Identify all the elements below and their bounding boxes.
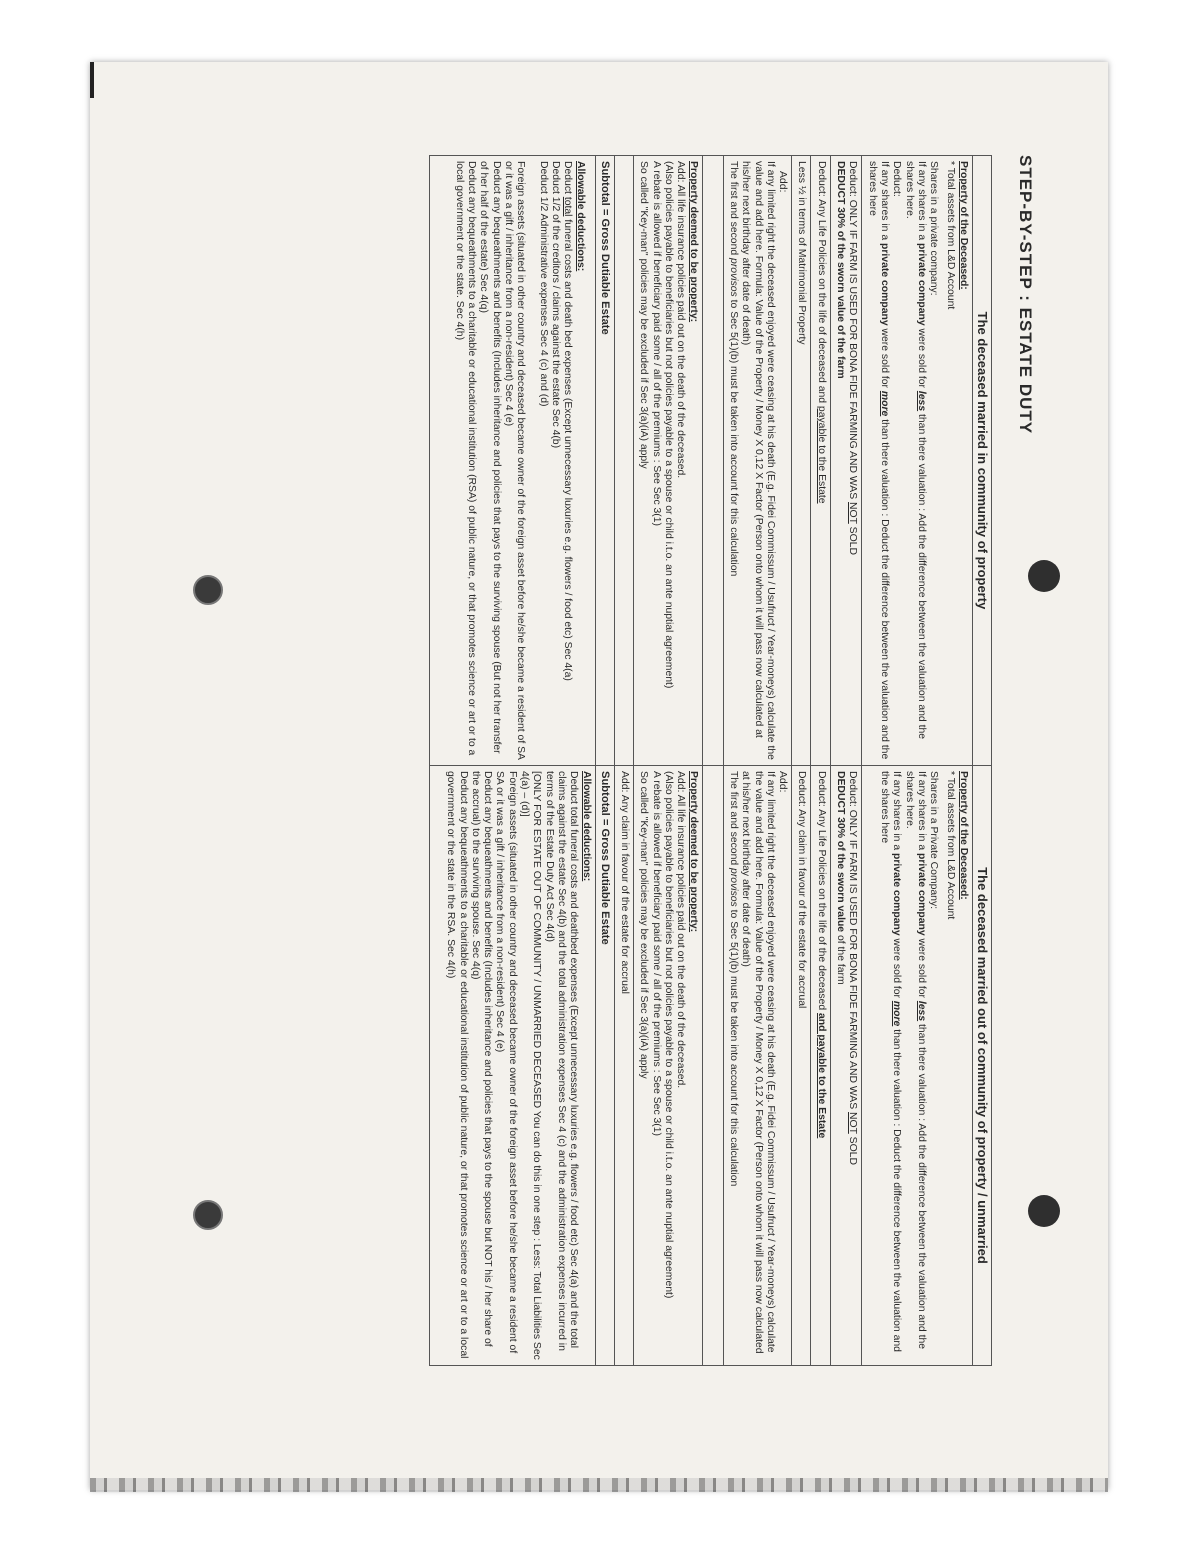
cell-right-life	[811, 766, 830, 1366]
scan-margin-left	[0, 0, 90, 1553]
text: than there valuation : Add the difference between the valuation and the shares here.	[903, 161, 927, 740]
text: Add: All life insurance policies paid out on the death of the deceased.	[675, 161, 687, 479]
estate-duty-table	[429, 155, 992, 1366]
cell-right-property	[862, 766, 972, 1366]
text: Deduct any bequeathments and benefits (Includes inheritance and policies that pays to the spouse but NOT his / her share of the accrual) to the surviving spouse. Sec 4(q)	[469, 771, 494, 1347]
cell-right-farm	[830, 766, 862, 1366]
document-title: STEP-BY-STEP : ESTATE DUTY	[1016, 155, 1035, 435]
text: were sold for	[878, 328, 890, 388]
scan-margin-top	[90, 0, 1200, 62]
text: NOT	[847, 1112, 859, 1134]
text: So called "Key-man" policies may be excluded if Sec 3(a)(iA) apply	[638, 771, 650, 1079]
text: SOLD	[847, 1136, 859, 1165]
text: funeral costs and death bed expenses (Except unnecessary luxuries e.g. flowers / food etc) Sec 4(a)	[562, 219, 574, 681]
text: less	[915, 390, 927, 412]
cell-right-subtotal: Subtotal = Gross Dutiable Estate	[595, 766, 614, 1366]
heading: Property of the Deceased:	[957, 161, 969, 290]
cell-blank	[614, 156, 633, 766]
text: private company	[915, 243, 927, 326]
punch-hole-bottom-2	[193, 1200, 223, 1230]
cell-left-life	[811, 156, 830, 766]
text: Deduct: Any Life Policies on the life of the deceased	[815, 771, 827, 1011]
text: Add:	[777, 771, 789, 793]
text: were sold for	[915, 328, 927, 388]
row-property-of-deceased	[862, 156, 972, 1366]
text: If any shares in a	[878, 161, 890, 241]
cell-blank	[702, 766, 723, 1366]
rotated-document	[155, 155, 1035, 1485]
punch-hole-top-2	[1028, 1195, 1060, 1227]
text-group	[865, 161, 890, 760]
text: Add: All life insurance policies paid out on the death of the deceased.	[675, 771, 687, 1089]
heading: Property deemed to be property:	[687, 161, 699, 323]
text: than there valuation : Deduct the difference between the valuation and the shares here	[866, 161, 890, 760]
text: Deduct any bequeathments to a charitable or educational institution (RSA) of public nature, or that promotes science or art or to a local government or the state. Sec 4(h)	[453, 161, 478, 756]
cell-left-matrimonial: Less ½ in terms of Matrimonial Property	[792, 156, 811, 766]
cell-left-farm	[830, 156, 862, 766]
text: total	[562, 196, 574, 217]
cell-blank	[702, 156, 723, 766]
cell-right-add-claim: Add: Any claim in favour of the estate for accrual	[614, 766, 633, 1366]
cell-right-limited-right	[723, 766, 791, 1366]
text: A rebate is allowed if beneficiary paid some / all of the premiums : See Sec 3(1)	[650, 771, 662, 1137]
text: Deduct 1/2 of the creditors / claims against the estate Sec 4(b)	[549, 161, 561, 449]
text: Foreign assets (situated in other country and deceased became owner of the foreign asset before he/she became a resident of SA or it was a gift / inheritance from a non-resident) Sec 4 (e)	[503, 161, 527, 760]
text: If any shares in a	[915, 161, 927, 241]
header-row	[972, 156, 991, 1366]
text: So called "Key-man" policies may be excluded if Sec 3(a)(iA) apply	[638, 161, 650, 469]
text: more	[878, 390, 890, 417]
text: were sold for	[891, 938, 903, 998]
text: If any shares in a	[915, 771, 927, 851]
text: more	[891, 1000, 903, 1027]
text: Deduct:	[891, 161, 903, 197]
text: NOT	[847, 502, 859, 524]
row-add-claim	[614, 156, 633, 1366]
heading: Allowable deductions:	[580, 771, 592, 882]
row-life-policies	[811, 156, 830, 1366]
scan-margin-right	[1108, 62, 1200, 1490]
text: of the farm	[835, 934, 847, 985]
text: Deduct	[562, 161, 574, 194]
text: to Sec 5(1)(b) must be taken into account for this calculation	[727, 299, 739, 577]
text: Deduct any bequeathments to a charitable or educational institution of public nature, or that promotes science or art or to a local government or the state in the RSA. Sec 4(h)	[445, 771, 469, 1359]
cell-left-property	[862, 156, 972, 766]
text: A rebate is allowed if beneficiary paid some / all of the premiums : See Sec 3(1)	[650, 161, 662, 527]
heading: Property deemed to be property:	[687, 771, 699, 933]
text-group	[846, 161, 858, 760]
row-blank	[702, 156, 723, 1366]
text-group	[834, 771, 846, 1360]
text: (Also policies payable to beneficiaries but not policies payable to a spouse or child i.t.o. an ante nuptial agreement)	[663, 771, 675, 1299]
text: Shares in a private company:	[928, 161, 940, 296]
text: Deduct 1/2 Administrative expenses Sec 4 (c) and (d)	[537, 161, 549, 407]
text: Shares in a Private Company:	[928, 771, 940, 910]
scan-margin-bottom	[90, 1490, 1200, 1553]
text: than there valuation : Deduct the difference between the valuation and the shares here	[878, 771, 903, 1352]
punch-hole-bottom-1	[193, 575, 223, 605]
cell-right-claim-accrual: Deduct: Any claim in favour of the estate for accrual	[792, 766, 811, 1366]
heading: Property of the Deceased:	[957, 771, 969, 900]
row-limited-right	[723, 156, 791, 1366]
text: Foreign assets (situated in other country and deceased became owner of the foreign asset before he/she became a resident of SA or it was a gift / inheritance from a non-resident) Sec 4 (e)	[494, 771, 518, 1354]
heading: Allowable deductions:	[574, 161, 586, 272]
text: private company	[891, 853, 903, 936]
cell-right-allowable	[430, 766, 596, 1366]
column-header-community: The deceased married in community of property	[972, 156, 991, 766]
text: (Also policies payable to beneficiaries but not policies payable to a spouse or child i.t.o. an ante nuptial agreement)	[663, 161, 675, 689]
text: Deduct: Any Life Policies on the life of deceased and	[815, 161, 827, 404]
text: The first and second	[727, 771, 739, 866]
text: Deduct any bequeathments and benefits (Includes inheritance and policies that pays to the surviving spouse (But not her transfer of her half of the estate) Sec 4(q)	[478, 161, 502, 754]
row-farm	[830, 156, 862, 1366]
page-edge-mark	[90, 62, 94, 98]
cell-right-deemed	[634, 766, 702, 1366]
text-group	[878, 771, 903, 1360]
row-deemed-property	[634, 156, 702, 1366]
text: * Total assets from L&D Account	[945, 771, 957, 920]
text-group	[902, 161, 927, 760]
text-group	[561, 161, 573, 760]
text: provisos	[727, 868, 739, 907]
text: and payable to the Estate	[815, 1013, 827, 1139]
text: private company	[915, 853, 927, 936]
punch-hole-top-1	[1028, 560, 1060, 592]
text: [ONLY FOR ESTATE OUT OF COMMUNITY / UNMARRIED DECEASED You can do this in one step : Less: Total Liabilities Sec 4(a) – (d)]	[519, 771, 543, 1360]
text: Deduct: ONLY IF FARM IS USED FOR BONA FIDE FARMING AND WAS	[847, 771, 859, 1110]
cell-left-subtotal: Subtotal = Gross Dutiable Estate	[595, 156, 614, 766]
text: were sold for	[915, 938, 927, 998]
text-group	[727, 161, 739, 760]
cell-left-allowable	[430, 156, 596, 766]
text: payable to the Estate	[815, 405, 827, 504]
text: private company	[878, 243, 890, 326]
row-matrimonial	[792, 156, 811, 1366]
text: The first and second	[727, 161, 739, 256]
text: Add:	[777, 171, 789, 193]
text-group	[727, 771, 739, 1360]
row-allowable-deductions	[430, 156, 596, 1366]
text-group	[846, 771, 858, 1360]
text: than there valuation : Add the difference between the valuation and the shares here.	[903, 771, 927, 1350]
text-group	[902, 771, 927, 1360]
cell-left-deemed	[634, 156, 702, 766]
text: * Total assets from L&D Account	[945, 161, 957, 310]
text: DEDUCT 30% of the sworn value of the farm	[835, 161, 847, 379]
text: Deduct total funeral costs and deathbed expenses (Except unnecessary luxuries e.g. flowers / food etc) Sec 4(a) and the total claims against the estate Sec 4(b) and the total administration expenses Sec 4 (c) and the administration expenses incurred in terms of the Estate Duty Act Sec 4(d)	[543, 771, 580, 1351]
text: SOLD	[847, 526, 859, 555]
text: If any shares in a	[891, 771, 903, 851]
text: DEDUCT 30% of the sworn value	[835, 771, 847, 933]
row-subtotal	[595, 156, 614, 1366]
text: Deduct: ONLY IF FARM IS USED FOR BONA FIDE FARMING AND WAS	[847, 161, 859, 500]
text: If any limited right the deceased enjoyed were ceasing at his death (E.g. Fidei Commissum / Usufruct / Year-moneys) calculate the value and add here. Formula: Value of the Property / Money X 0,12 X Factor (Person onto whom it will pass now calculated at his/her next birthday after date of death)	[740, 161, 776, 760]
cell-left-limited-right	[723, 156, 791, 766]
text: provisos	[727, 258, 739, 297]
text: less	[915, 1000, 927, 1022]
text: to Sec 5(1)(b) must be taken into account for this calculation	[727, 909, 739, 1187]
column-header-out-of-community: The deceased married out of community of property / unmarried	[972, 766, 991, 1366]
text: If any limited right the deceased enjoyed were ceasing at his death (E.g. Fidei Commissum / Usufruct / Year-moneys) calculate the value and add here. Formula: Value of the Property / Money X 0,12 X Factor (Person onto whom it will pass now calculated at his/her next birthday after date of death)	[740, 771, 776, 1354]
